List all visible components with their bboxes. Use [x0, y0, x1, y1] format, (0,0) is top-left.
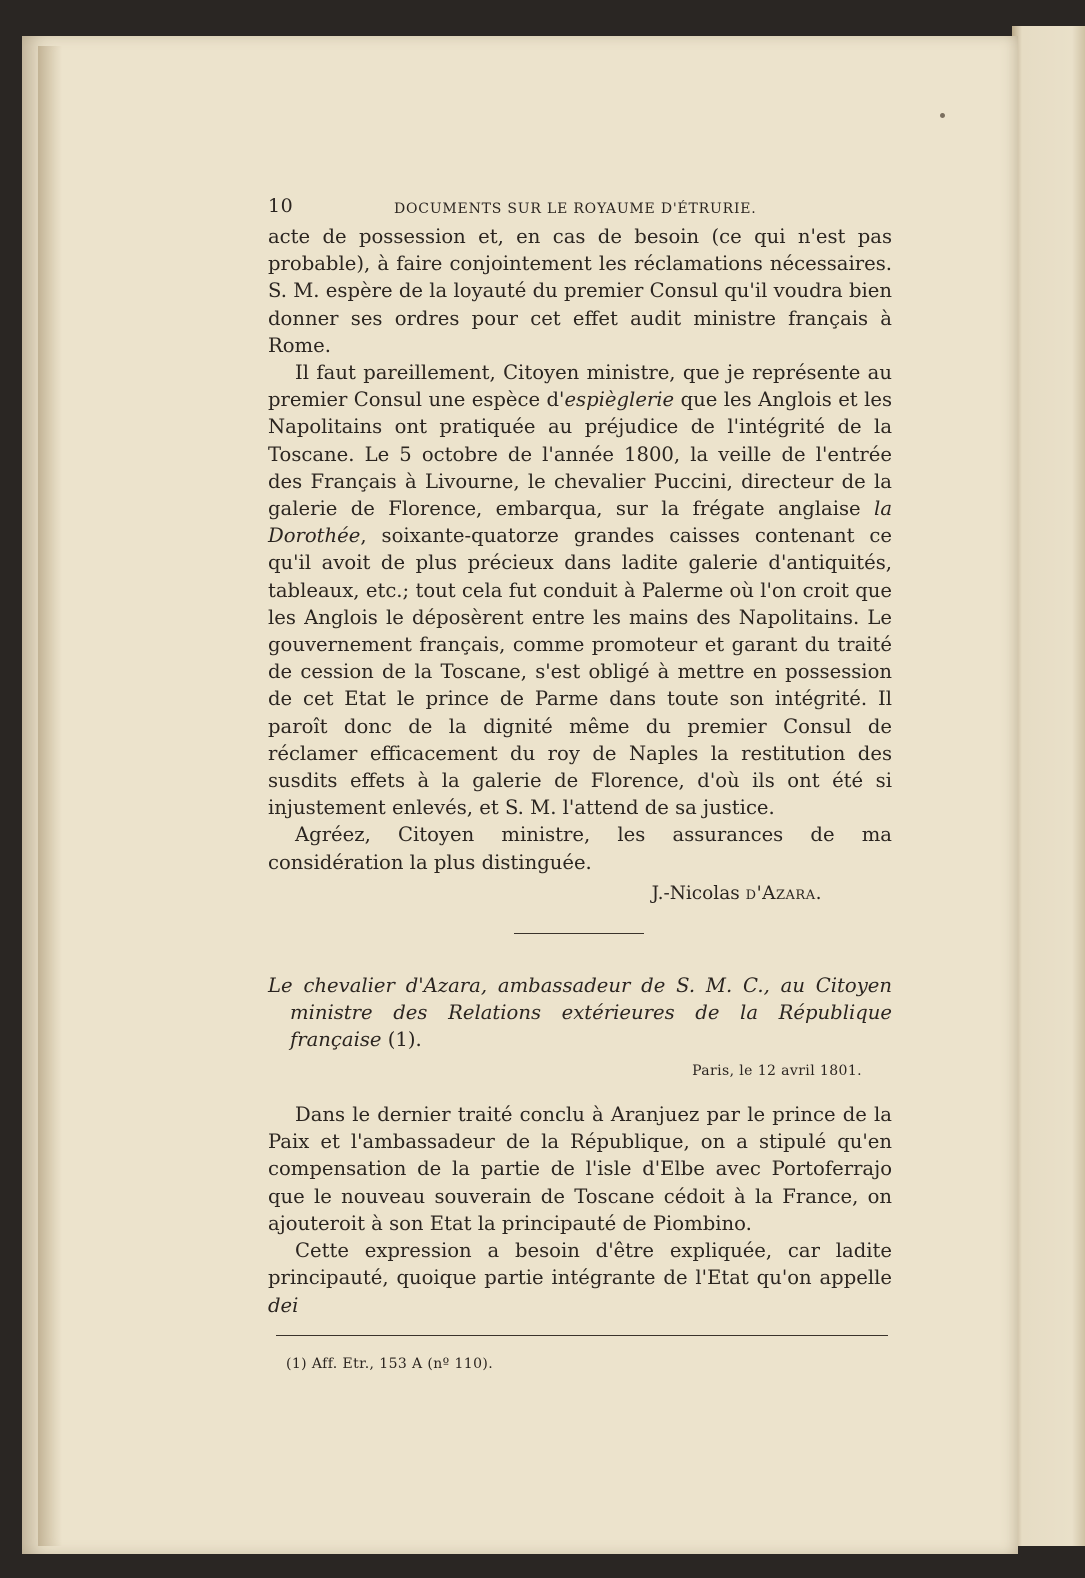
- footnote-rule: [276, 1335, 888, 1336]
- running-title: DOCUMENTS SUR LE ROYAUME D'ÉTRURIE.: [394, 201, 757, 217]
- italic-term: dei: [268, 1293, 299, 1317]
- signature: [268, 880, 892, 907]
- section-divider: [514, 933, 644, 934]
- heading-text: Le chevalier d'Azara, ambassadeur de S. M. C., au Citoyen ministre des Relations extérieures de la République française: [268, 973, 892, 1052]
- dateline: Paris, le 12 avril 1801.: [692, 1063, 862, 1080]
- paragraph-text: Cette expression a besoin d'être expliquée, car ladite principauté, quoique partie intégrante de l'Etat qu'on appelle: [268, 1239, 892, 1290]
- letter1-closing: Agréez, Citoyen ministre, les assurances de ma considération la plus distinguée.: [268, 823, 892, 874]
- adjacent-page-edge: [1012, 26, 1085, 1546]
- page-header: [268, 193, 892, 223]
- letter2-paragraph-2: [268, 1237, 892, 1319]
- signature-name: d'Azara.: [745, 882, 822, 904]
- letter2-heading: [268, 972, 892, 1054]
- italic-term: espièglerie: [564, 388, 675, 412]
- page-number: 10: [268, 195, 294, 217]
- signature-prefix: J.-Nicolas: [651, 882, 746, 904]
- paragraph-text: que les Anglois et les Napolitains ont pratiquée au préjudice de l'intégrité de la Toscane. Le 5 octobre de l'année 1800, la veille de l'entrée des Français à Livourne, le chevalier Puccini, directeur de la galerie de Florence, embarqua, sur la frégate anglaise: [268, 388, 892, 521]
- page-content: [268, 193, 892, 1372]
- footnote: (1) Aff. Etr., 153 A (nº 110).: [286, 1355, 494, 1372]
- letter1-paragraph-1: acte de possession et, en cas de besoin (ce qui n'est pas probable), à faire conjointement les réclamations nécessaires. S. M. espère de la loyauté du premier Consul qu'il voudra bien donner ses ordres pour cet effet audit ministre français à Rome.: [268, 225, 892, 357]
- footnote-reference: (1).: [381, 1028, 422, 1052]
- page-gutter-shadow: [38, 46, 62, 1546]
- paragraph-text: , soixante-quatorze grandes caisses contenant ce qu'il avoit de plus précieux dans ladite galerie d'antiquités, tableaux, etc.; tout cela fut conduit à Palerme où l'on croit que les Anglois le déposèrent entre les mains des Napolitains. Le gouvernement français, comme promoteur et garant du traité de cession de la Toscane, s'est obligé à mettre en possession de cet Etat le prince de Parme dans toute son intégrité. Il paroît donc de la dignité même du premier Consul de réclamer efficacement du roy de Naples la restitution des susdits effets à la galerie de Florence, d'où ils ont été si injustement enlevés, et S. M. l'attend de sa justice.: [268, 524, 892, 820]
- ship-name: la Dorothée: [268, 497, 892, 548]
- letter2-paragraph-1: Dans le dernier traité conclu à Aranjuez par le prince de la Paix et l'ambassadeur de la République, on a stipulé qu'en compensation de la partie de l'isle d'Elbe avec Portoferrajo que le nouveau souverain de Toscane cédoit à la France, on ajouteroit à son Etat la principauté de Piombino.: [268, 1103, 892, 1235]
- paragraph-text: Il faut pareillement, Citoyen ministre, que je représente au premier Consul une espèce d': [268, 361, 892, 412]
- paper-speck: [940, 113, 945, 118]
- letter1-paragraph-2: [268, 359, 892, 821]
